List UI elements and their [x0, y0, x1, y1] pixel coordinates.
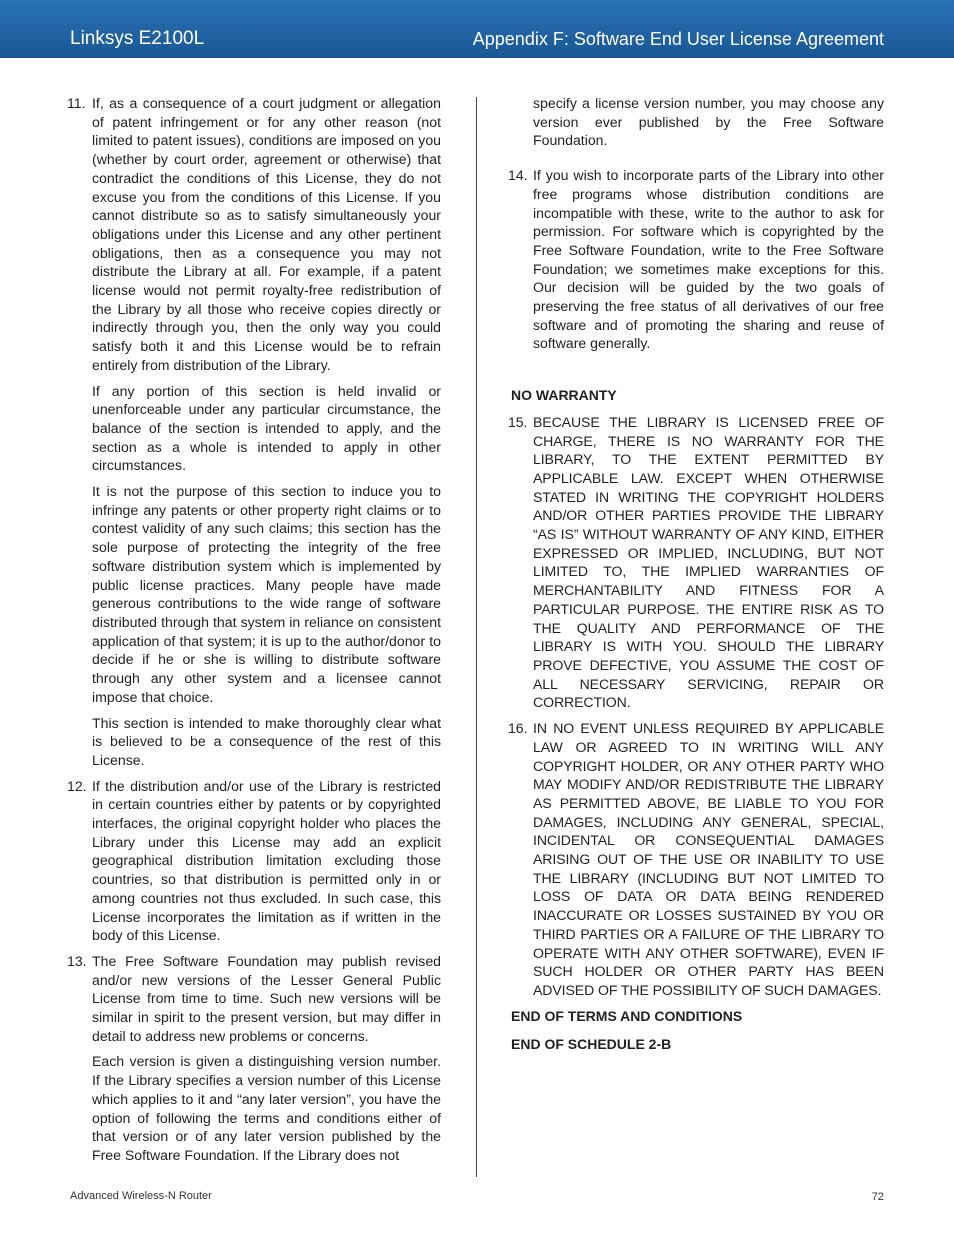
right-column [508, 94, 884, 1061]
clause-number: 13. [67, 952, 87, 969]
clause-11-paragraph-3: It is not the purpose of this section to induce you to infringe any patents or other property right claims or to contest validity of any such claims; this section has the sole purpose of protecting the integrity of the free software distribution system which is implemented by public license practices. Many people have made generous contributions to the wide range of software distributed through that system in reliance on consistent application of that system; it is up to the author/donor to decide if he or she is willing to distribute software through any other system and a licensee cannot impose that choice. [92, 483, 441, 705]
clause-11-paragraph-2: If any portion of this section is held invalid or unenforceable under any particular circumstance, the balance of the section is intended to apply, and the section as a whole is intended to apply in other circumstances. [92, 382, 441, 474]
clause-13-paragraph-2: Each version is given a distinguishing version number. If the Library specifies a version number of this License which applies to it and “any later version”, you have the option of following the terms and conditions either of that version or of any later version published by the Free Software Foundation. If the Library does not [92, 1053, 441, 1163]
clause-13-continuation: specify a license version number, you may choose any version ever published by the Free Software Foundation. [533, 95, 884, 149]
header-product-name: Linksys E2100L [70, 28, 205, 49]
footer-page-number: 72 [871, 1191, 884, 1203]
clause-text: IN NO EVENT UNLESS REQUIRED BY APPLICABLE LAW OR AGREED TO IN WRITING WILL ANY COPYRIGHT HOLDER, OR ANY OTHER PARTY WHO MAY MODIFY AND/OR REDISTRIBUTE THE LIBRARY AS PERMITTED ABOVE, BE LIABLE TO YOU FOR DAMAGES, INCLUDING ANY GENERAL, SPECIAL, INCIDENTAL OR CONSEQUENTIAL DAMAGES ARISING OUT OF THE USE OR INABILITY TO USE THE LIBRARY (INCLUDING BUT NOT LIMITED TO LOSS OF DATA OR DATA BEING RENDERED INACCURATE OR LOSSES SUSTAINED BY YOU OR THIRD PARTIES OR A FAILURE OF THE LIBRARY TO OPERATE WITH ANY OTHER SOFTWARE), EVEN IF SUCH HOLDER OR OTHER PARTY HAS BEEN ADVISED OF THE POSSIBILITY OF SUCH DAMAGES. [533, 720, 884, 998]
clause-11-paragraph-4: This section is intended to make thoroughly clear what is believed to be a consequence of the rest of this License. [92, 714, 441, 768]
footer-product-line: Advanced Wireless-N Router [70, 1190, 212, 1202]
left-column [67, 94, 441, 1172]
clause-number: 14. [508, 167, 528, 184]
clause-15 [508, 413, 884, 712]
clause-number: 16. [508, 720, 528, 737]
clause-text: If, as a consequence of a court judgment or allegation of patent infringement or for any other reason (not limited to patent issues), conditions are imposed on you (whether by court order, agreement or otherwise) that contradict the conditions of this License, they do not excuse you from the conditions of this License. If you cannot distribute so as to satisfy simultaneously your obligations under this License and any other pertinent obligations, then as a consequence you may not distribute the Library at all. For example, if a patent license would not permit royalty-free redistribution of the Library by all those who receive copies directly or indirectly through you, then the only way you could satisfy both it and this License would be to refrain entirely from distribution of the Library. [92, 95, 441, 373]
end-of-schedule-heading: END OF SCHEDULE 2-B [511, 1036, 672, 1053]
clause-11 [67, 94, 441, 375]
clause-12 [67, 777, 441, 945]
column-divider [476, 97, 477, 1177]
clause-number: 11. [67, 95, 86, 111]
clause-number: 12. [67, 777, 87, 794]
end-of-terms-heading: END OF TERMS AND CONDITIONS [511, 1007, 743, 1024]
clause-text: The Free Software Foundation may publish revised and/or new versions of the Lesser General Public License from time to time. Such new versions will be similar in spirit to the present version, but may differ in detail to address new problems or concerns. [92, 952, 441, 1044]
clause-number: 15. [508, 413, 528, 430]
page-header-bar [0, 0, 954, 58]
clause-13 [67, 952, 441, 1046]
clause-text: If the distribution and/or use of the Library is restricted in certain countries either by patents or by copyrighted interfaces, the original copyright holder who places the Library under this License may add an explicit geographical distribution limitation excluding those countries, so that distribution is permitted only in or among countries not thus excluded. In such case, this License incorporates the limitation as if written in the body of this License. [92, 777, 441, 944]
header-section-title: Appendix F: Software End User License Agreement [472, 29, 884, 49]
clause-text: BECAUSE THE LIBRARY IS LICENSED FREE OF CHARGE, THERE IS NO WARRANTY FOR THE LIBRARY, TO THE EXTENT PERMITTED BY APPLICABLE LAW. EXCEPT WHEN OTHERWISE STATED IN WRITING THE COPYRIGHT HOLDERS AND/OR OTHER PARTIES PROVIDE THE LIBRARY “AS IS” WITHOUT WARRANTY OF ANY KIND, EITHER EXPRESSED OR IMPLIED, INCLUDING, BUT NOT LIMITED TO, THE IMPLIED WARRANTIES OF MERCHANTABILITY AND FITNESS FOR A PARTICULAR PURPOSE. THE ENTIRE RISK AS TO THE QUALITY AND PERFORMANCE OF THE LIBRARY IS WITH YOU. SHOULD THE LIBRARY PROVE DEFECTIVE, YOU ASSUME THE COST OF ALL NECESSARY SERVICING, REPAIR OR CORRECTION. [533, 413, 884, 711]
clause-14 [508, 166, 884, 353]
clause-text: If you wish to incorporate parts of the Library into other free programs whose distribution conditions are incompatible with these, write to the author to ask for permission. For software which is copyrighted by the Free Software Foundation, write to the Free Software Foundation; we sometimes make exceptions for this. Our decision will be guided by the two goals of preserving the free status of all derivatives of our free software and of promoting the sharing and reuse of software generally. [533, 167, 884, 352]
no-warranty-heading: NO WARRANTY [511, 387, 617, 404]
clause-16 [508, 719, 884, 1000]
